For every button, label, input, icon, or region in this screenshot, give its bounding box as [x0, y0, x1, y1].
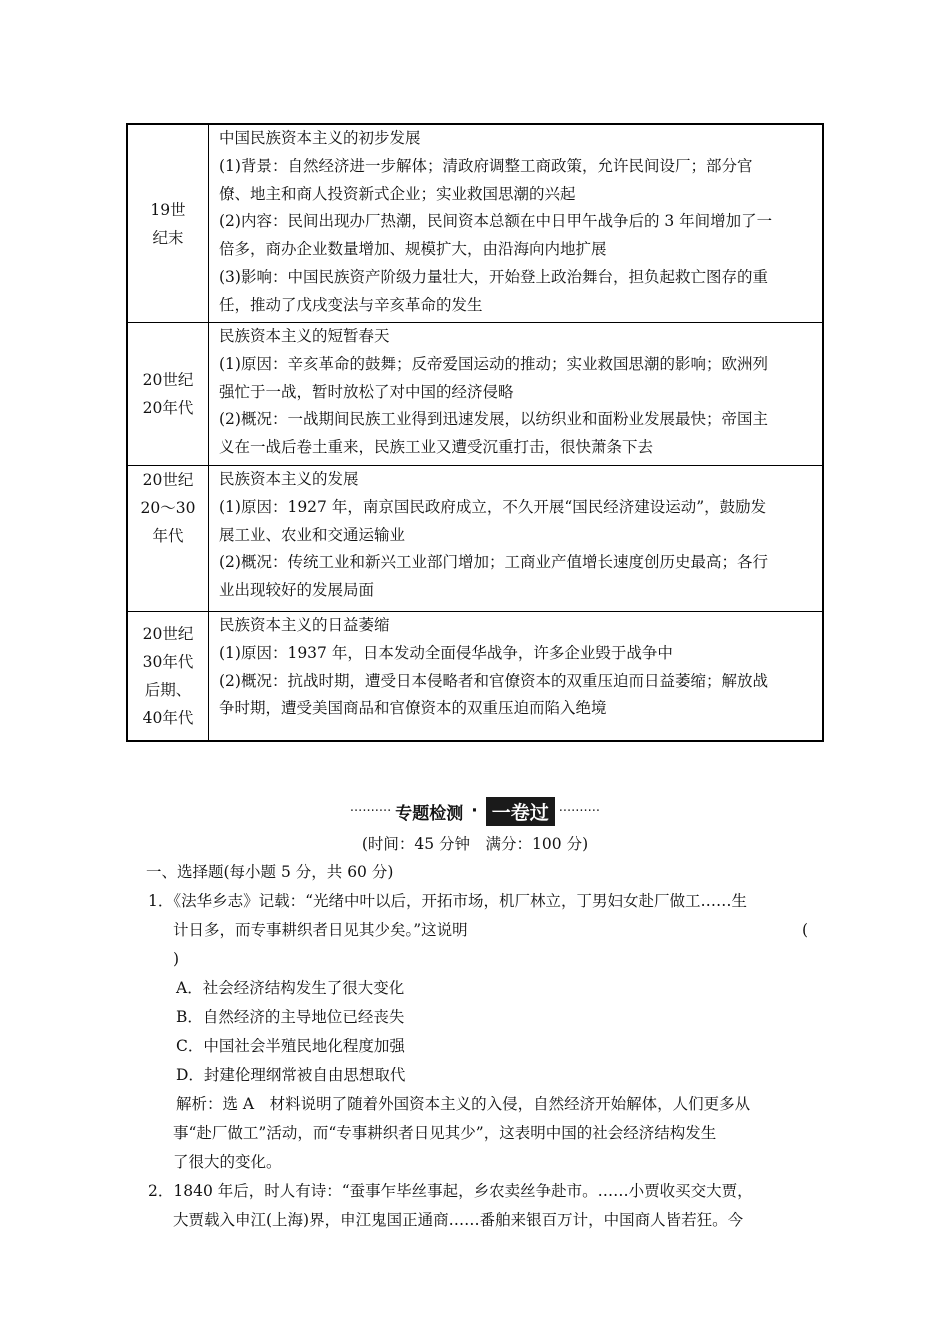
- section-badge: 一卷过: [486, 797, 555, 826]
- row-heading: 民族资本主义的发展: [219, 470, 359, 488]
- era-text: 30年代: [142, 653, 194, 671]
- dotted-rule-left: ··········: [349, 803, 392, 819]
- content-line: 倍多，商办企业数量增加、规模扩大，由沿海向内地扩展: [219, 240, 607, 259]
- question-text-line: [148, 916, 808, 945]
- era-text: 19世: [150, 200, 186, 219]
- content-cell: [209, 323, 822, 465]
- content-cell: [209, 125, 822, 322]
- section-title: 专题检测: [395, 803, 464, 824]
- row-heading: 中国民族资本主义的初步发展: [219, 129, 421, 147]
- content-line: 业出现较好的发展局面: [219, 581, 375, 600]
- era-text: 20年代: [142, 399, 194, 417]
- option-a: A．社会经济结构发生了很大变化: [176, 979, 405, 997]
- section-header: [0, 795, 950, 827]
- content-line: (1)原因：1937 年，日本发动全面侵华战争，许多企业毁于战争中: [219, 643, 673, 662]
- table-row: [128, 466, 822, 612]
- era-text: 20世纪: [142, 625, 194, 643]
- option-c: C．中国社会半殖民地化程度加强: [176, 1037, 405, 1055]
- dotted-rule-right: ··········: [558, 803, 601, 819]
- content-cell: [209, 612, 822, 740]
- exam-subtitle: (时间：45 分钟 满分：100 分): [361, 835, 589, 853]
- era-text: 纪末: [152, 228, 184, 247]
- content-line: 争时期，遭受美国商品和官僚资本的双重压迫而陷入绝境: [219, 699, 607, 718]
- content-line: (2)概况：传统工业和新兴工业部门增加；工商业产值增长速度创历史最高；各行: [219, 553, 768, 572]
- row-heading: 民族资本主义的日益萎缩: [219, 616, 390, 634]
- content-line: 强忙于一战，暂时放松了对中国的经济侵略: [219, 382, 514, 401]
- era-text: 20世纪: [142, 471, 194, 489]
- era-text: 后期、: [144, 681, 192, 699]
- era-cell: [128, 125, 209, 322]
- content-line: (2)概况：抗战时期，遭受日本侵略者和官僚资本的双重压迫而日益萎缩；解放战: [219, 671, 768, 690]
- table-row: [128, 125, 822, 323]
- era-text: 20世纪: [142, 371, 194, 389]
- row-heading: 民族资本主义的短暂春天: [219, 327, 390, 345]
- option-d: D．封建伦理纲常被自由思想取代: [176, 1066, 406, 1084]
- content-line: (1)背景：自然经济进一步解体；清政府调整工商政策，允许民间设厂；部分官: [219, 156, 753, 175]
- content-line: (1)原因：1927 年，南京国民政府成立，不久开展“国民经济建设运动”，鼓励发: [219, 497, 767, 516]
- option-b: B．自然经济的主导地位已经丧失: [176, 1008, 405, 1026]
- question-text: 2．1840 年后，时人有诗：“蚕事乍毕丝事起，乡农卖丝争赴市。……小贾收买交大贾，: [148, 1182, 753, 1200]
- question-text: 计日多，而专事耕织者日见其少矣。”这说明: [173, 921, 468, 939]
- era-text: 40年代: [142, 709, 194, 727]
- analysis-text: 解析：选 A 材料说明了随着外国资本主义的入侵，自然经济开始解体，人们更多从: [176, 1095, 751, 1113]
- era-text: 20～30: [140, 499, 196, 517]
- table-row: [128, 612, 822, 740]
- question-1: [148, 887, 808, 1235]
- answer-paren-open: (: [801, 921, 808, 939]
- content-line: (2)概况：一战期间民族工业得到迅速发展，以纺织业和面粉业发展最快；帝国主: [219, 410, 768, 429]
- content-line: 义在一战后卷土重来，民族工业又遭受沉重打击，很快萧条下去: [219, 438, 654, 457]
- content-line: 展工业、农业和交通运输业: [219, 525, 406, 544]
- era-cell: [128, 466, 209, 611]
- history-table: [126, 123, 824, 742]
- content-line: 任，推动了戊戌变法与辛亥革命的发生: [219, 295, 483, 314]
- content-cell: [209, 466, 822, 611]
- era-text: 年代: [152, 527, 184, 545]
- answer-paren-close: ): [173, 950, 180, 968]
- content-line: (3)影响：中国民族资产阶级力量壮大，开始登上政治舞台，担负起救亡图存的重: [219, 267, 768, 286]
- analysis-text: 事“赴厂做工”活动，而“专事耕织者日见其少”，这表明中国的社会经济结构发生: [173, 1124, 717, 1142]
- content-line: 僚、地主和商人投资新式企业；实业救国思潮的兴起: [219, 184, 576, 203]
- era-cell: [128, 612, 209, 740]
- content-line: (1)原因：辛亥革命的鼓舞；反帝爱国运动的推动；实业救国思潮的影响；欧洲列: [219, 354, 768, 373]
- table-row: [128, 323, 822, 466]
- section-bullet: ·: [471, 801, 478, 821]
- question-text: 大贾载入申江(上海)界，申江鬼国正通商……番舶来银百万计，中国商人皆若狂。今: [173, 1211, 744, 1229]
- era-cell: [128, 323, 209, 465]
- analysis-text: 了很大的变化。: [173, 1153, 282, 1171]
- question-text: 1．《法华乡志》记载：“光绪中叶以后，开拓市场，机厂林立，丁男妇女赴厂做工……生: [148, 892, 748, 910]
- content-line: (2)内容：民间出现办厂热潮，民间资本总额在中日甲午战争后的 3 年间增加了一: [219, 212, 773, 231]
- part-heading: 一、选择题(每小题 5 分，共 60 分): [146, 863, 394, 881]
